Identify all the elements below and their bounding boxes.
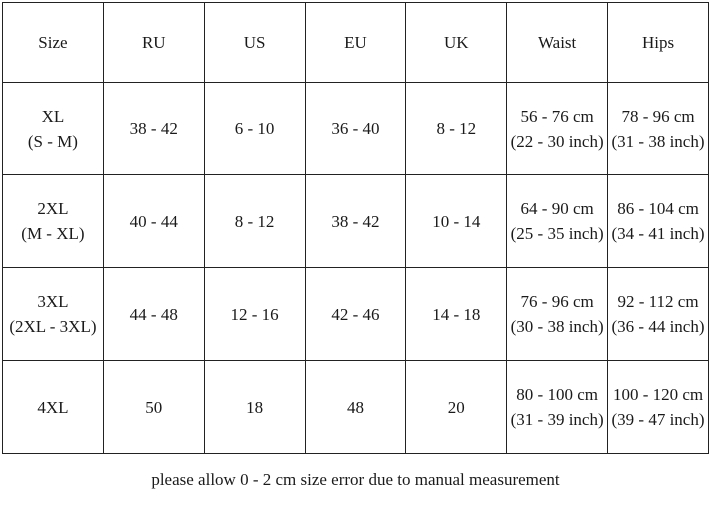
table-row-3xl — [3, 268, 709, 361]
cell-eu: 48 — [305, 361, 406, 454]
size-alt-label: (M - XL) — [21, 224, 85, 243]
waist-cm: 76 - 96 cm — [520, 292, 594, 311]
size-label: 2XL — [37, 199, 69, 218]
header-uk: UK — [406, 3, 507, 83]
waist-inch: (31 - 39 inch) — [510, 410, 604, 429]
cell-uk: 8 - 12 — [406, 83, 507, 175]
hips-cm: 92 - 112 cm — [617, 292, 699, 311]
waist-cm: 80 - 100 cm — [516, 385, 598, 404]
size-label: 4XL — [37, 397, 69, 417]
cell-uk: 14 - 18 — [406, 268, 507, 361]
cell-waist — [507, 83, 608, 175]
hips-cm: 86 - 104 cm — [617, 199, 699, 218]
cell-hips — [608, 268, 709, 361]
waist-inch: (25 - 35 inch) — [510, 224, 604, 243]
size-chart-table — [2, 2, 709, 454]
cell-uk: 20 — [406, 361, 507, 454]
cell-size — [3, 268, 104, 361]
cell-us: 12 - 16 — [204, 268, 305, 361]
cell-ru: 40 - 44 — [103, 175, 204, 268]
cell-ru: 50 — [103, 361, 204, 454]
cell-waist — [507, 361, 608, 454]
size-alt-label: (2XL - 3XL) — [9, 317, 97, 336]
cell-eu: 36 - 40 — [305, 83, 406, 175]
hips-inch: (34 - 41 inch) — [611, 224, 705, 243]
size-label: 3XL — [37, 292, 69, 311]
header-ru: RU — [103, 3, 204, 83]
cell-size — [3, 361, 104, 454]
waist-cm: 56 - 76 cm — [520, 106, 594, 126]
table-row-xl — [3, 83, 709, 175]
cell-ru: 38 - 42 — [103, 83, 204, 175]
hips-cm: 100 - 120 cm — [612, 385, 704, 404]
cell-ru: 44 - 48 — [103, 268, 204, 361]
cell-hips — [608, 361, 709, 454]
table-header-row — [3, 3, 709, 83]
cell-eu: 42 - 46 — [305, 268, 406, 361]
waist-inch: (30 - 38 inch) — [510, 317, 604, 336]
table-row-4xl — [3, 361, 709, 454]
cell-size — [3, 175, 104, 268]
header-waist: Waist — [507, 3, 608, 83]
cell-hips — [608, 175, 709, 268]
cell-hips — [608, 83, 709, 175]
cell-size — [3, 83, 104, 175]
table-row-2xl — [3, 175, 709, 268]
cell-waist — [507, 175, 608, 268]
waist-cm: 64 - 90 cm — [520, 199, 594, 218]
cell-us: 18 — [204, 361, 305, 454]
header-eu: EU — [305, 3, 406, 83]
cell-us: 6 - 10 — [204, 83, 305, 175]
header-hips: Hips — [608, 3, 709, 83]
hips-cm: 78 - 96 cm — [621, 106, 695, 126]
hips-inch: (39 - 47 inch) — [611, 410, 705, 429]
cell-waist — [507, 268, 608, 361]
cell-uk: 10 - 14 — [406, 175, 507, 268]
header-size: Size — [3, 3, 104, 83]
size-alt-label: (S - M) — [27, 131, 78, 151]
cell-us: 8 - 12 — [204, 175, 305, 268]
header-us: US — [204, 3, 305, 83]
size-label: XL — [41, 106, 65, 126]
hips-inch: (31 - 38 inch) — [611, 131, 705, 151]
waist-inch: (22 - 30 inch) — [510, 131, 604, 151]
hips-inch: (36 - 44 inch) — [611, 317, 705, 336]
cell-eu: 38 - 42 — [305, 175, 406, 268]
measurement-disclaimer: please allow 0 - 2 cm size error due to manual measurement — [151, 470, 560, 489]
